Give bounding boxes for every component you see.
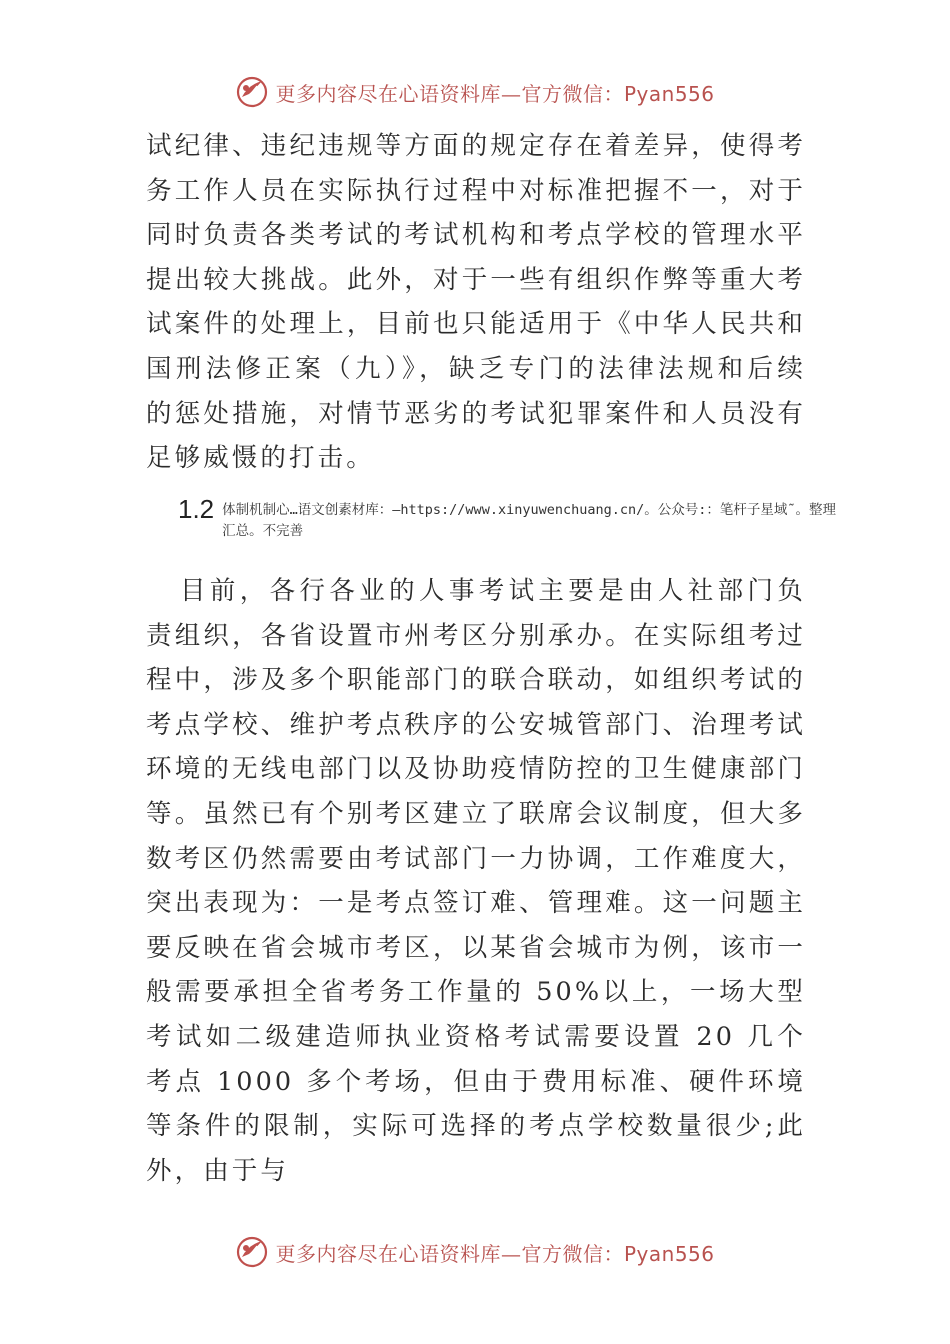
section-number: 1.2 xyxy=(178,494,215,524)
footer-wechat-id: Pyan556 xyxy=(623,1241,715,1266)
quill-logo-icon xyxy=(235,75,269,109)
section-title: 体制机制心…语文创素材库：—https://www.xinyuwenchuang.cn/。公众号:：笔杆子星域˜。整理汇总。不完善 xyxy=(222,502,836,539)
body-paragraph-1: 试纪律、违纪违规等方面的规定存在着差异，使得考务工作人员在实际执行过程中对标准把握不一，对于同时负责各类考试的考试机构和考点学校的管理水平提出较大挑战。此外，对于一些有组织作弊等重大考试案件的处理上，目前也只能适用于《中华人民共和国刑法修正案（九）》，缺乏专门的法律法规和后续的惩处措施，对情节恶劣的考试犯罪案件和人员没有足够威慑的打击。 xyxy=(146,131,806,474)
header-banner xyxy=(0,70,950,114)
header-wechat-id: Pyan556 xyxy=(623,81,715,106)
body-paragraph-2: 目前，各行各业的人事考试主要是由人社部门负责组织，各省设置市州考区分别承办。在实际组考过程中，涉及多个职能部门的联合联动，如组织考试的考点学校、维护考点秩序的公安城管部门、治理考试环境的无线电部门以及协助疫情防控的卫生健康部门等。虽然已有个别考区建立了联席会议制度，但大多数考区仍然需要由考试部门一力协调，工作难度大，突出表现为：一是考点签订难、管理难。这一问题主要反映在省会城市考区，以某省会城市为例，该市一般需要承担全省考务工作量的 50%以上，一场大型考试如二级建造师执业资格考试需要设置 20 几个考点 1000 多个考场，但由于费用标准、硬件环境等条件的限制，实际可选择的考点学校数量很少;此外，由于与 xyxy=(146,576,806,1186)
quill-logo-icon xyxy=(235,1235,269,1269)
footer-banner-text: 更多内容尽在心语资料库—官方微信： xyxy=(275,1241,624,1266)
section-heading xyxy=(178,494,858,542)
footer-banner xyxy=(0,1230,950,1274)
header-banner-text: 更多内容尽在心语资料库—官方微信： xyxy=(275,81,624,106)
